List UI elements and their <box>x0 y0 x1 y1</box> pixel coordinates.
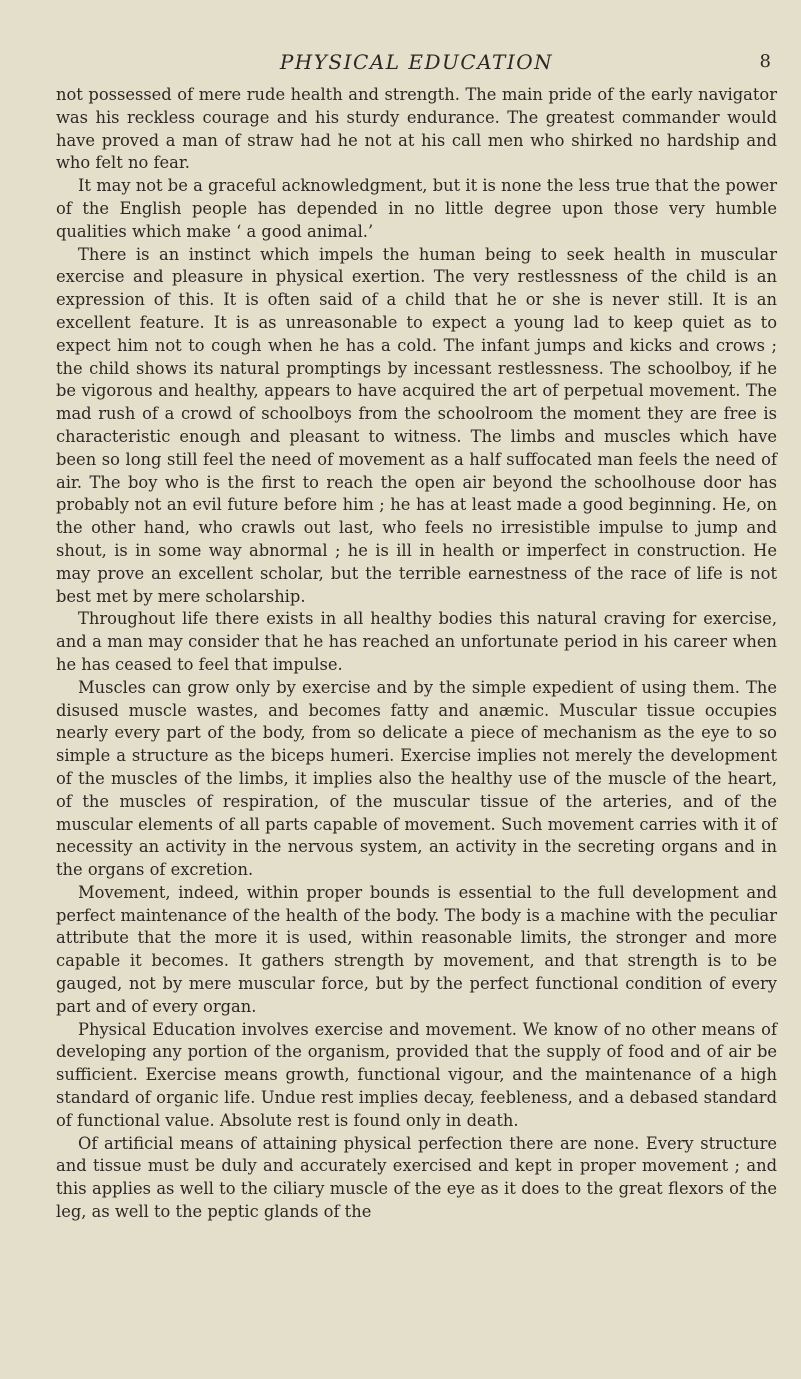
page-number: 8 <box>759 51 771 72</box>
body-text <box>56 84 777 1224</box>
running-head: PHYSICAL EDUCATION <box>279 50 554 74</box>
paragraph: Of artificial means of attaining physical perfection there are none. Every structure and tissue must be duly and accurately exercised and kept in proper movement ; and this applies as well to the ciliary muscle of the eye as it does to the great flexors of the leg, as well to the peptic glands of the <box>56 1133 777 1222</box>
paragraph: There is an instinct which impels the human being to seek health in muscular exercise and pleasure in physical exertion. The very restlessness of the child is an expression of this. It is often said of a child that he or she is never still. It is an excellent feature. It is as unreasonable to expect a young lad to keep quiet as to expect him not to cough when he has a cold. The infant jumps and kicks and crows ; the child shows its natural promptings by incessant restlessness. The schoolboy, if he be vigorous and healthy, appears to have acquired the art of perpetual movement. The mad rush of a crowd of schoolboys from the schoolroom the moment they are free is characteristic enough and pleasant to witness. The limbs and muscles which have been so long still feel the need of movement as a half suffocated man feels the need of air. The boy who is the first to reach the open air beyond the schoolhouse door has probably not an evil future before him ; he has at least made a good beginning. He, on the other hand, who crawls out last, who feels no irresistible impulse to jump and shout, is in some way abnormal ; he is ill in health or imperfect in construction. He may prove an excellent scholar, but the terrible earnestness of the race of life is not best met by mere scholarship. <box>56 244 777 606</box>
paragraph: Muscles can grow only by exercise and by the simple expedient of using them. The disused muscle wastes, and becomes fatty and anæmic. Muscular tissue occupies nearly every part of the body, from so delicate a piece of mechanism as the eye to so simple a structure as the biceps humeri. Exercise implies not merely the development of the muscles of the limbs, it implies also the healthy use of the muscle of the heart, of the muscles of respiration, of the muscular tissue of the arteries, and of the muscular elements of all parts capable of movement. Such movement carries with it of necessity an activity in the nervous system, an activity in the secreting organs and in the organs of excretion. <box>56 677 777 880</box>
page-header <box>56 50 777 78</box>
paragraph: It may not be a graceful acknowledgment, but it is none the less true that the power of the English people has depended in no little degree upon those very humble qualities which make ‘ a good animal.’ <box>56 176 777 241</box>
paragraph: Throughout life there exists in all healthy bodies this natural craving for exercise, and a man may consider that he has reached an unfortunate period in his career when he has ceased to feel that impulse. <box>56 609 777 674</box>
paragraph: Movement, indeed, within proper bounds is essential to the full development and perfect maintenance of the health of the body. The body is a machine with the peculiar attribute that the more it is used, within reasonable limits, the stronger and more capable it becomes. It gathers strength by movement, and that strength is to be gauged, not by mere muscular force, but by the perfect functional condition of every part and of every organ. <box>56 882 777 1016</box>
paragraph: Physical Education involves exercise and movement. We know of no other means of developing any portion of the organism, provided that the supply of food and of air be sufficient. Exercise means growth, functional vigour, and the maintenance of a high standard of organic life. Undue rest implies decay, feebleness, and a debased standard of functional value. Absolute rest is found only in death. <box>56 1019 777 1130</box>
paragraph-continued: not possessed of mere rude health and strength. The main pride of the early navigator was his reckless courage and his sturdy endurance. The greatest commander would have proved a man of straw had he not at his call men who shirked no hardship and who felt no fear. <box>56 85 777 173</box>
